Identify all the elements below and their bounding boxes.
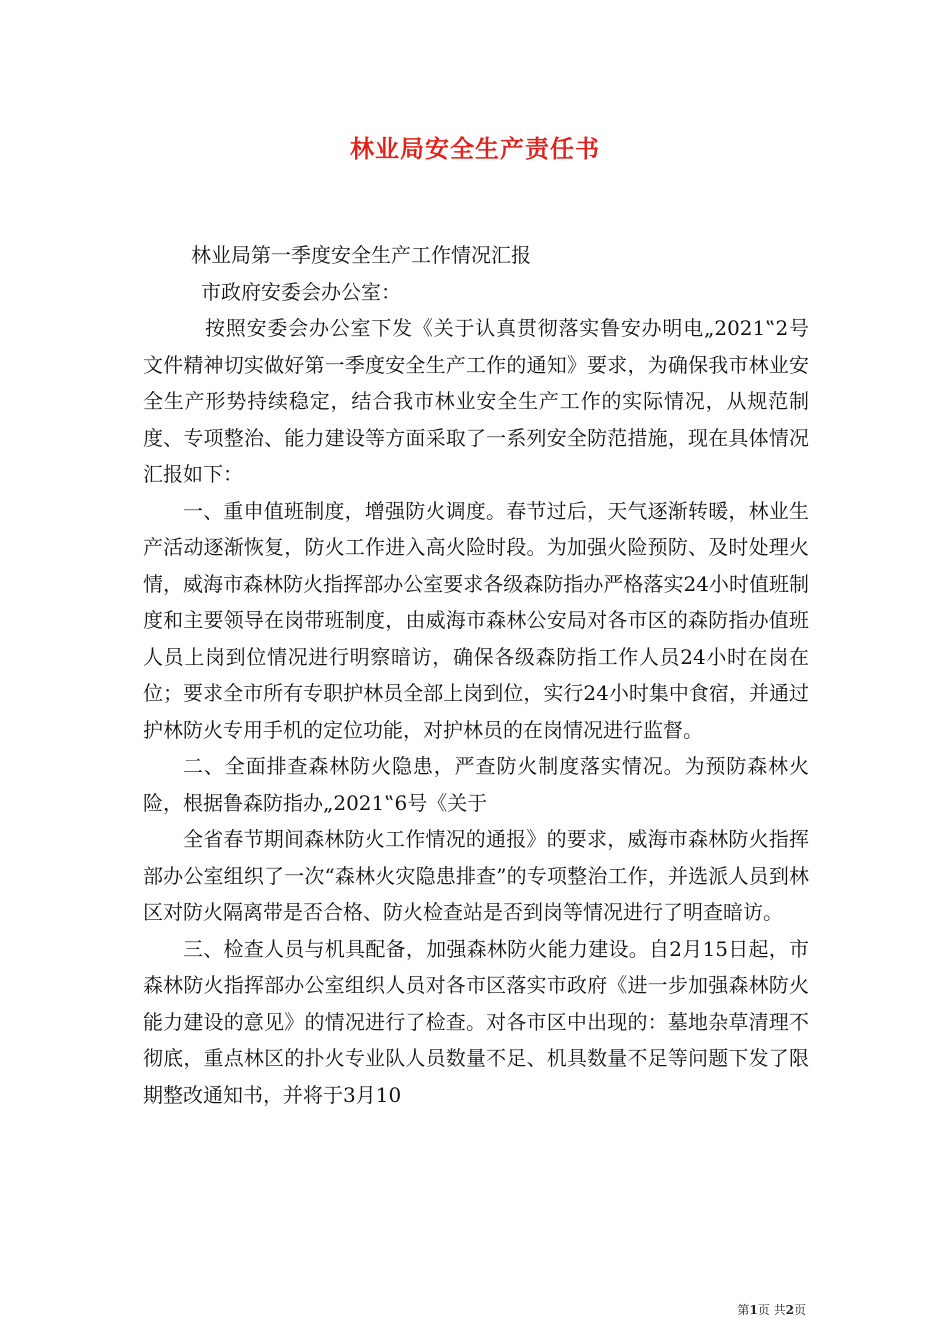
paragraph-section-2: 二、全面排查森林防火隐患，严查防火制度落实情况。为预防森林火险，根据鲁森防指办„2021‟6号《关于: [143, 754, 809, 815]
paragraph-intro: 按照安委会办公室下发《关于认真贯彻落实鲁安办明电„2021‟2号文件精神切实做好第一季度安全生产工作的通知》要求，为确保我市林业安全生产形势持续稳定，结合我市林业安全生产工作的实际情况，从规范制度、专项整治、能力建设等方面采取了一系列安全防范措施，现在具体情况汇报如下：: [143, 316, 809, 486]
salutation: 市政府安委会办公室：: [201, 279, 401, 304]
document-body: [143, 237, 809, 1113]
page-number-footer: [737, 1302, 806, 1318]
footer-current-page: 1: [749, 1303, 758, 1317]
paragraph-section-1: 一、重申值班制度，增强防火调度。春节过后，天气逐渐转暖，林业生产活动逐渐恢复，防火工作进入高火险时段。为加强火险预防、及时处理火情，威海市森林防火指挥部办公室要求各级森防指办严格落实24小时值班制度和主要领导在岗带班制度，由威海市森林公安局对各市区的森防指办值班人员上岗到位情况进行明察暗访，确保各级森防指工作人员24小时在岗在位；要求全市所有专职护林员全部上岗到位，实行24小时集中食宿，并通过护林防火专用手机的定位功能，对护林员的在岗情况进行监督。: [143, 498, 809, 742]
paragraph-section-3: 三、检查人员与机具配备，加强森林防火能力建设。自2月15日起，市森林防火指挥部办公室组织人员对各市区落实市政府《进一步加强森林防火能力建设的意见》的情况进行了检查。对各市区中出现的：墓地杂草清理不彻底，重点林区的扑火专业队人员数量不足、机具数量不足等问题下发了限期整改通知书，并将于3月10: [143, 936, 809, 1107]
document-title: 林业局安全生产责任书: [350, 134, 600, 163]
footer-suffix: 页: [793, 1303, 806, 1317]
report-heading: 林业局第一季度安全生产工作情况汇报: [191, 243, 531, 267]
footer-middle: 页 共: [757, 1303, 786, 1317]
paragraph-section-2-cont: 全省春节期间森林防火工作情况的通报》的要求，威海市森林防火指挥部办公室组织了一次“森林火灾隐患排查”的专项整治工作，并选派人员到林区对防火隔离带是否合格、防火检查站是否到岗等情况进行了明查暗访。: [143, 827, 809, 924]
footer-prefix: 第: [737, 1303, 750, 1317]
footer-total-pages: 2: [785, 1303, 794, 1317]
